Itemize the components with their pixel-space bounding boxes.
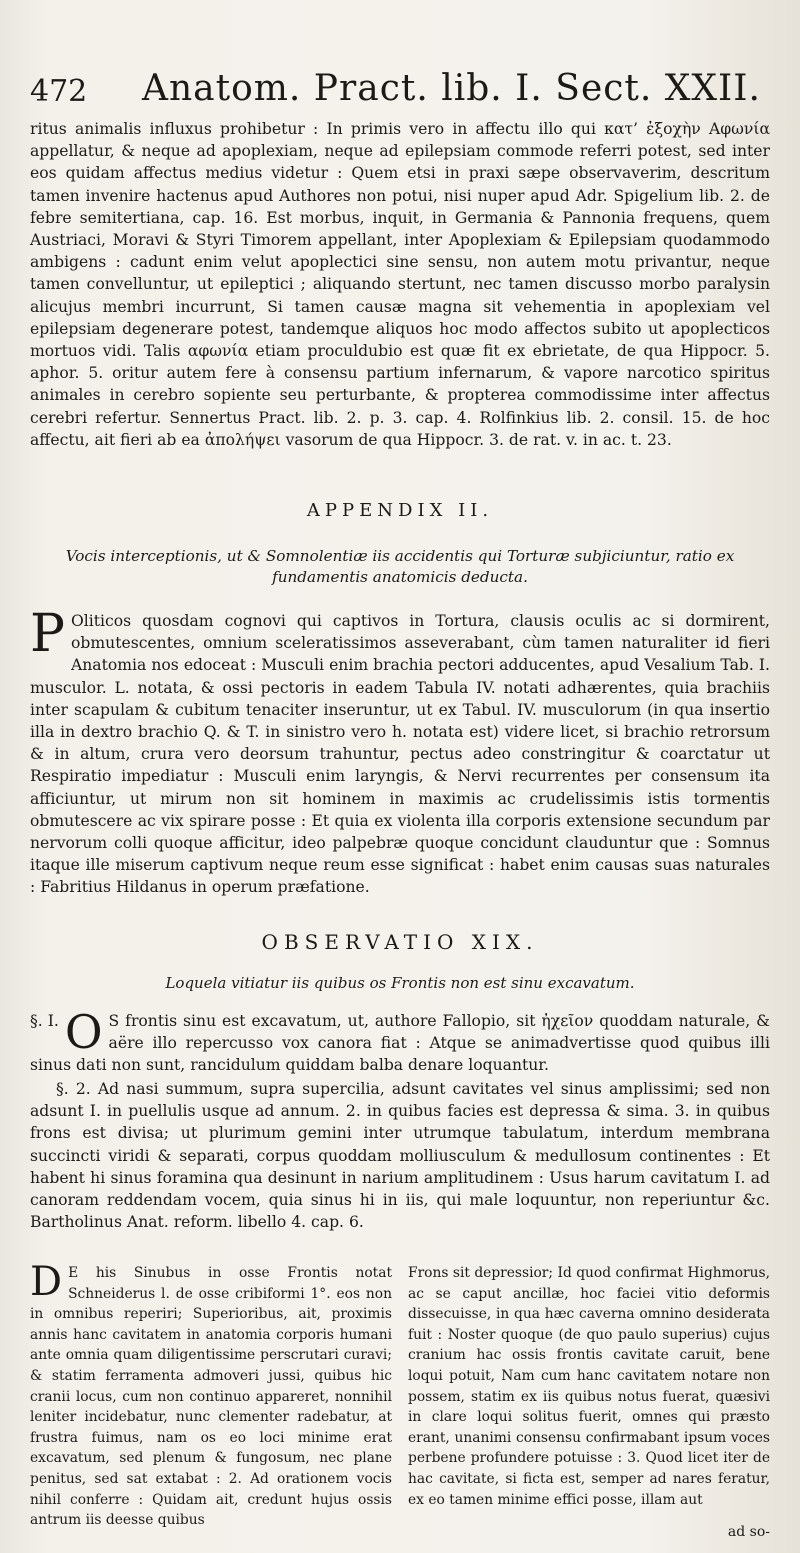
appendix-subtitle: Vocis interceptionis, ut & Somnolentiæ iis accidentis qui Torturæ subjiciuntur, ratio ex fundamentis anatomicis deducta. — [65, 547, 735, 586]
page-header — [30, 68, 770, 112]
two-column-text — [30, 1259, 770, 1548]
page-number: 472 — [30, 74, 88, 109]
appendix-heading: APPENDIX II. — [306, 500, 494, 521]
drop-cap-d: D — [30, 1259, 63, 1305]
intro-paragraph — [30, 118, 770, 451]
section-1 — [30, 1005, 770, 1077]
section-1-text: S frontis sinu est excavatum, ut, authore Fallopio, sit ἠχεῖον quoddam naturale, & aëre illo repercusso vox canora fiat : Atque se animadvertisse quod quibus illi sinus dati non sunt, rancidulum quiddam balba denare loquantur. — [30, 1012, 770, 1075]
left-column — [30, 1259, 392, 1531]
drop-cap-o: O — [64, 1005, 103, 1059]
right-column-text: Frons sit depressior; Id quod confirmat Highmorus, ac se caput ancillæ, hoc faciei vitio deformis dissecuisse, in qua hæc caverna omnino desiderata fuit : Noster quoque (de quo paulo superius) cujus cranium hac ossis frontis cavitate caruit, bene loqui potuit, Nam cum hanc cavitatem notare non possem, statim ex iis quibus notus fuerat, quæsivi in clare loqui solitus fuerit, omnes qui præsto erant, unanimi consensu confirmabant ipsum voces perbene profundere potuisse : 3. Quod licet iter de hac cavitate, si ficta est, semper ad nares feratur, ex eo tamen minime effici posse, illam aut — [408, 1265, 770, 1508]
appendix-body-text: Oliticos quosdam cognovi qui captivos in Tortura, clausis oculis ac si dormirent, obmutescentes, omnium sceleratissimos asseverabant, cùm tamen naturaliter id fieri Anatomia nos edoceat : Musculi enim brachia pectori adducentes, apud Vesalium Tab. I. musculor. L. notata, & ossi pectoris in eadem Tabula IV. notati adhærentes, quia brachiis inter scapulam & cubitum tenaciter inseruntur, ut ex Tabul. IV. musculorum (in qua insertio illa in dextro brachio Q. & T. in sinistro vero h. notata est) videre licet, si brachio retrorsum & in altum, crura vero deorsum trahuntur, pectus adeo constringitur & coarctatur ut Respiratio impediatur : Musculi enim laryngis, & Nervi recurrentes per consensum ita afficiuntur, ut mirum non sit hominem in maximis ac crudelissimis istis tormentis obmutescere ac vix spirare posse : Et quia ex violenta illa corporis extensione secundum par nervorum colli quoque afficitur, ideo palpebræ quoque concidunt clauduntur que : Somnus itaque ille miserum captivum neque reum esse significat : habet enim causas suas naturales : Fabritius Hildanus in operum præfatione. — [30, 612, 770, 897]
drop-cap-p: P — [30, 604, 65, 664]
intro-paragraph-text: ritus animalis influxus prohibetur : In primis vero in affectu illo qui κατ’ ἐξοχὴν Αφωνία appellatur, & neque ad apoplexiam, neque ad epilepsiam commode referri potest, sed inter eos quidam affectus medius videtur : Quem etsi in praxi sæpe observaverim, descritum tamen invenire hactenus apud Authores non potui, nisi nuper apud Adr. Spigelium lib. 2. de febre semitertiana, cap. 16. Est morbus, inquit, in Germania & Pannonia frequens, quem Austriaci, Moravi & Styri Timorem appellant, inter Apoplexiam & Epilepsiam quodammodo ambigens : cadunt enim velut apoplectici sine sensu, non autem motu privantur, neque tamen convelluntur, ut epileptici ; aliquando stertunt, nec tamen discusso morbo paralysin alicujus membri incurrunt, Si tamen causæ magna sit vehementia in apoplexiam vel epilepsiam degenerare potest, tandemque aliquos hoc modo affectos subito ut apoplecticos mortuos vidi. Talis αφωνία etiam proculdubio est quæ fit ex ebrietate, de qua Hippocr. 5. aphor. 5. oritur autem fere à consensu partium infernarum, & vapore narcotico spiritus animales in cerebro sopiente seu perturbante, & propterea commodissime inter affectus cerebri refertur. Sennertus Pract. lib. 2. p. 3. cap. 4. Rolfinkius lib. 2. consil. 15. de hoc affectu, ait fieri ab ea ἀπολήψει vasorum de qua Hippocr. 3. de rat. v. in ac. t. 23. — [30, 120, 770, 449]
observatio-subtitle: Loquela vitiatur iis quibus os Frontis non est sinu excavatum. — [165, 974, 635, 992]
observatio-heading: OBSERVATIO XIX. — [261, 930, 539, 954]
right-column — [408, 1263, 770, 1510]
section-2-text: §. 2. Ad nasi summum, supra supercilia, adsunt cavitates vel sinus amplissimi; sed non adsunt I. in puellulis usque ad annum. 2. in quibus facies est depressa & sima. 3. in quibus frons est divisa; ut plurimum gemini inter utrumque tabulatum, interdum membrana succincti viridi & separati, corpus quoddam molliusculum & medullosum continentes : Et habent hi sinus foramina qua desinunt in narium amplitudinem : Usus harum cavitatum I. ad canoram reddendam vocem, quia sinus hi in iis, qui male loquuntur, non reperiuntur &c. Bartholinus Anat. reform. libello 4. cap. 6. — [30, 1080, 770, 1232]
running-title: Anatom. Pract. lib. I. Sect. XXII. — [142, 68, 761, 109]
left-column-text: E his Sinubus in osse Frontis notat Schneiderus l. de osse cribiformi 1°. eos non in omnibus reperiri; Superioribus, ait, proximis annis hanc cavitatem in anatomia corporis humani ante omnia quam diligentissime perscrutari curavi; & statim ferramenta admoveri jussi, quibus hic cranii locus, cum non continuo appareret, nonnihil leniter incidebatur, nunc clementer radebatur, at frustra fuimus, nam os eo loci minime erat excavatum, sed plenum & fungosum, nec plane penitus, sed sat extabat : 2. Ad orationem vocis nihil conferre : Quidam ait, credunt hujus ossis antrum iis deesse quibus — [30, 1265, 392, 1529]
section-1-mark: §. I. — [30, 1012, 59, 1030]
section-2 — [30, 1078, 770, 1233]
appendix-body — [30, 604, 770, 899]
catchword: ad so- — [727, 1524, 770, 1540]
